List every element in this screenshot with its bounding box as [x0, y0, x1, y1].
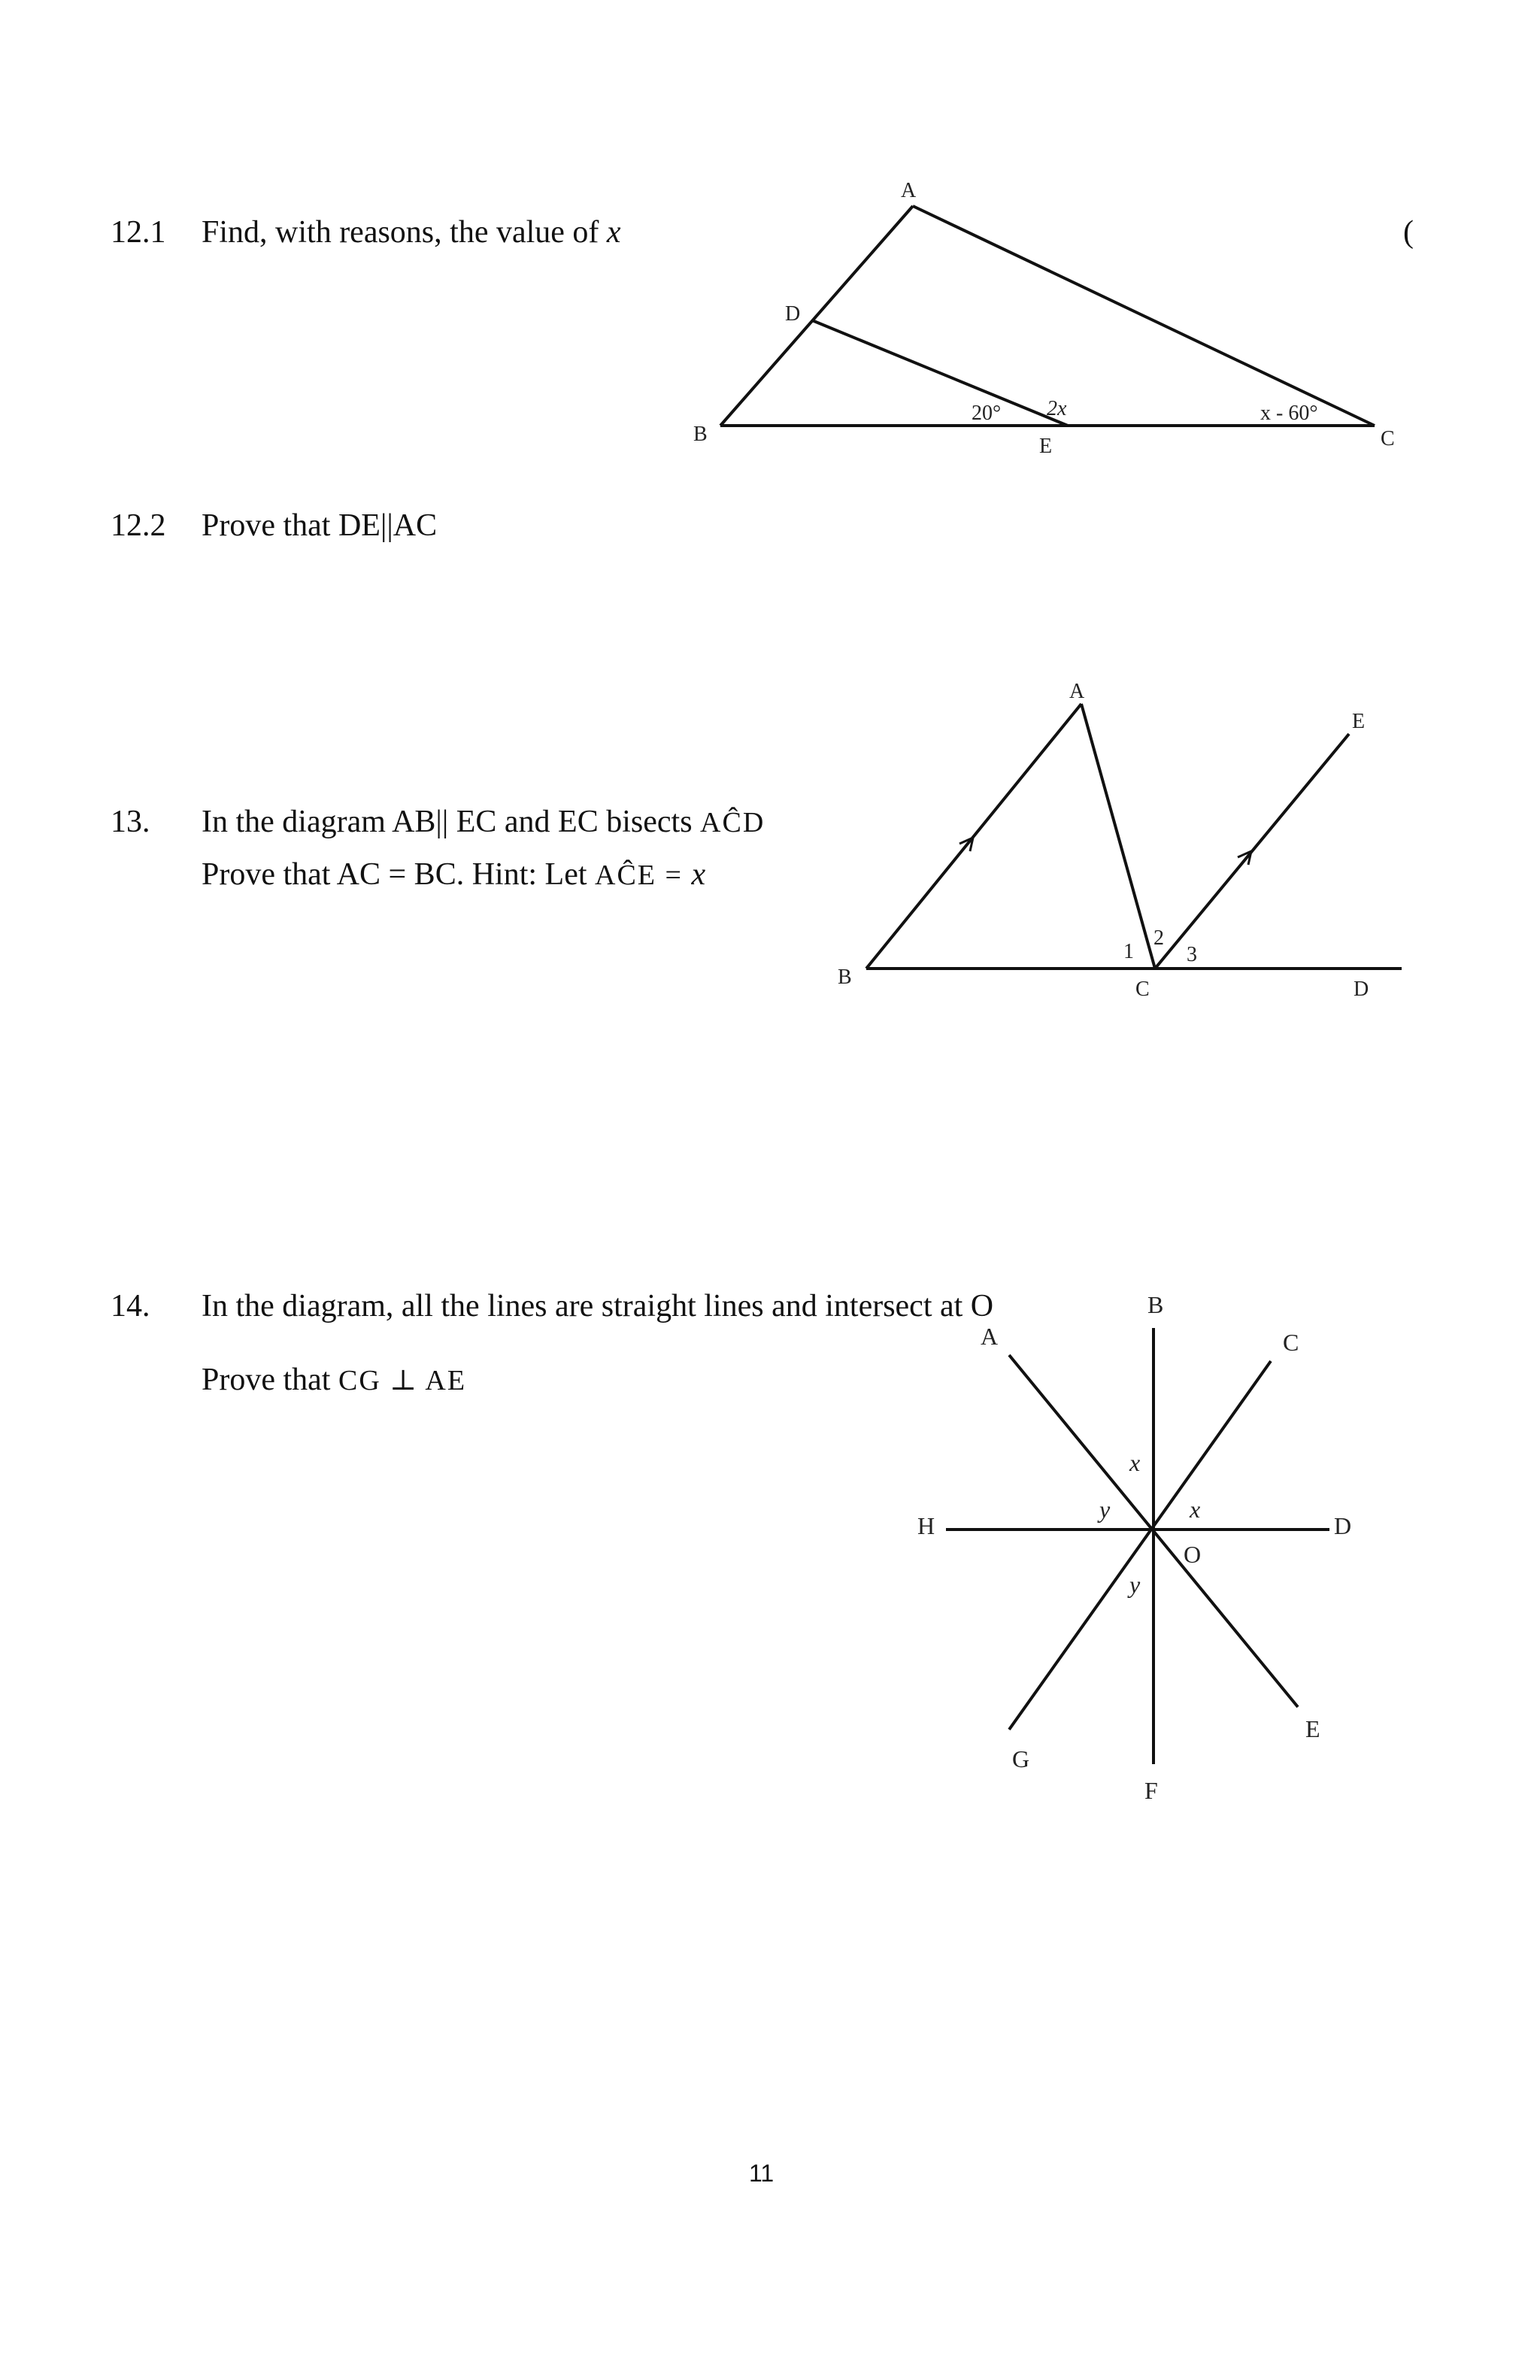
angle-3: 3	[1187, 943, 1197, 966]
perpendicular-expression: CG ⊥ AE	[338, 1365, 467, 1396]
variable-x: x	[691, 857, 706, 892]
label-b: B	[838, 966, 852, 989]
label-b: B	[1147, 1291, 1164, 1318]
label-a: A	[981, 1323, 999, 1350]
label-c: C	[1381, 427, 1395, 450]
variable-x: x	[606, 215, 621, 250]
question-number-12-2: 12.2	[111, 508, 166, 543]
angle-y-bottom: y	[1129, 1571, 1141, 1598]
label-e: E	[1039, 435, 1053, 458]
diagram-1-triangle	[720, 206, 1375, 426]
label-o: O	[1184, 1541, 1202, 1568]
angle-x-minus-60: x - 60°	[1260, 402, 1318, 425]
label-e: E	[1305, 1715, 1320, 1742]
question-number-14: 14.	[111, 1289, 150, 1323]
angle-x-right: x	[1190, 1496, 1201, 1523]
angle-y-left: y	[1099, 1496, 1111, 1523]
diagram-3-labels	[917, 1291, 1351, 1804]
segment-ac	[913, 206, 1375, 426]
label-d: D	[1354, 978, 1369, 1001]
label-a: A	[901, 179, 917, 202]
question-13-text-2: Prove that AC = BC. Hint: Let	[202, 857, 596, 892]
diagram-2-labels	[838, 680, 1369, 1001]
label-b: B	[693, 423, 708, 446]
label-d: D	[785, 302, 801, 326]
label-g: G	[1012, 1745, 1030, 1772]
diagram-3	[946, 1328, 1329, 1764]
diagram-2	[866, 704, 1402, 969]
marks-bracket: (	[1403, 215, 1414, 250]
question-13-text-1: In the diagram AB|| EC and EC bisects	[202, 805, 701, 839]
label-a: A	[1069, 680, 1085, 703]
segment-ab	[720, 206, 913, 426]
angle-2: 2	[1153, 926, 1164, 950]
angle-2x: 2x	[1047, 397, 1067, 420]
page-number: 11	[749, 2160, 775, 2187]
label-h: H	[917, 1512, 935, 1539]
angle-1: 1	[1123, 940, 1134, 963]
question-14-text-2: Prove that	[202, 1363, 338, 1397]
angle-acd: AĈD	[700, 807, 765, 838]
question-number-13: 13.	[111, 805, 150, 839]
label-e: E	[1352, 710, 1366, 733]
line-cg	[1009, 1361, 1271, 1730]
angle-ace: AĈE =	[595, 860, 692, 891]
question-12-1-label: Find, with reasons, the value of	[202, 215, 607, 250]
angle-x-top: x	[1129, 1449, 1141, 1476]
label-c: C	[1135, 978, 1150, 1001]
question-number-12-1: 12.1	[111, 215, 166, 250]
label-d: D	[1334, 1512, 1352, 1539]
angle-20: 20°	[972, 402, 1002, 425]
question-12-2-text: Prove that DE||AC	[202, 508, 438, 543]
segment-de	[812, 320, 1068, 426]
label-c: C	[1283, 1329, 1299, 1356]
segment-ac	[1081, 704, 1155, 969]
label-f: F	[1144, 1777, 1158, 1804]
question-14-line1: In the diagram, all the lines are straight lines and intersect at O	[202, 1289, 994, 1323]
